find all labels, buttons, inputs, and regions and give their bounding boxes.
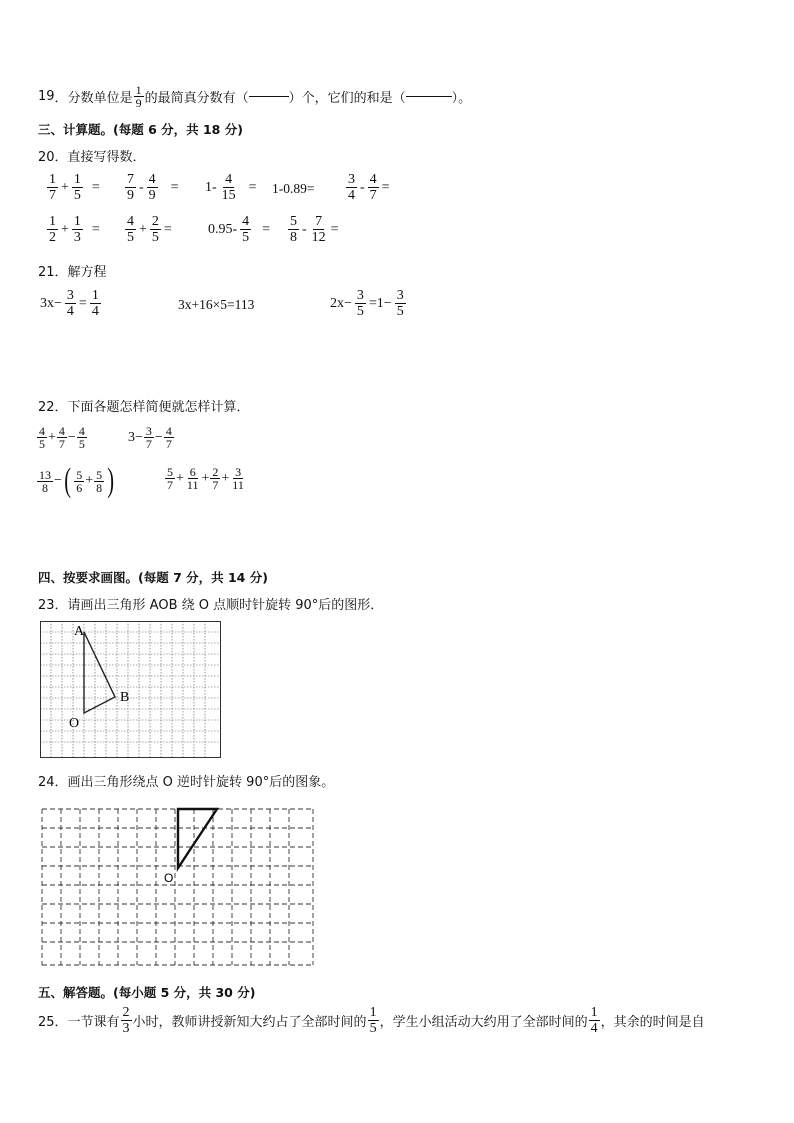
q19-text-pre: 分数单位是 (67, 91, 133, 106)
q22-a: $\frac{4}{5}$ + $\frac{4}{7}$ − $\frac{4}{5}$ (39, 424, 85, 451)
section-5-title: 五、解答题。(每小题 5 分，共 30 分) (38, 985, 256, 1000)
q23-label-b: B (120, 690, 130, 705)
q20-r1-d: 1-0.89= (272, 181, 315, 196)
q20-r1-b: $\frac{7}{9}$ - $\frac{4}{9}$ = (127, 172, 179, 203)
q21-equation-3: 2x− $\frac{3}{5}$ =1− $\frac{3}{5}$ (330, 288, 404, 319)
q22-label: 22．下面各题怎样简便就怎样计算． (38, 400, 250, 415)
q23-label: 23．请画出三角形 AOB 绕 O 点顺时针旋转 90°后的图形． (38, 598, 384, 613)
question-19: 19 ． 分数单位是 $\frac{1}{9}$ 的最简真分数有（ ）个，它们的和是（ ）。 (38, 83, 472, 110)
q24-label-o: O (164, 871, 174, 885)
q20-r1-e: $\frac{3}{4}$ - $\frac{4}{7}$ = (348, 172, 390, 203)
q23-grid-figure[interactable] (40, 621, 222, 759)
q20-r2-a: $\frac{1}{2}$ + $\frac{1}{3}$ = (49, 214, 100, 245)
q24-grid-figure[interactable] (41, 807, 317, 967)
q21-equation-1: 3x− $\frac{3}{4}$ = $\frac{1}{4}$ (40, 288, 99, 319)
q23-triangle-aob (84, 632, 115, 713)
q24-triangle (178, 809, 217, 868)
q20-label: 20．直接写得数． (38, 150, 146, 165)
q19-text-mid: 的最简真分数有（ (144, 91, 249, 106)
section-3-title: 三、计算题。(每题 6 分，共 18 分) (38, 122, 243, 137)
q20-r2-d: $\frac{5}{8}$ - $\frac{7}{12}$ = (290, 214, 339, 245)
q19-fraction-unit: $\frac{1}{9}$ (135, 83, 142, 110)
q22-d: $\frac{5}{7}$ + $\frac{6}{11}$ + $\frac{2}{7}$ + $\frac{3}{11}$ (167, 465, 244, 492)
q19-blank-1[interactable] (249, 96, 289, 97)
q19-text-end: ）。 (451, 91, 472, 106)
q22-b: 3− $\frac{3}{7}$ − $\frac{4}{7}$ (128, 424, 172, 451)
q20-r2-b: $\frac{4}{5}$ + $\frac{2}{5}$ = (127, 214, 172, 245)
q23-label-o: O (69, 716, 80, 731)
q19-blank-2[interactable] (406, 96, 452, 97)
section-4-title: 四、按要求画图。(每题 7 分，共 14 分) (38, 570, 268, 585)
q21-label: 21．解方程 (38, 265, 107, 280)
q19-number: 19 (38, 89, 55, 104)
q22-c: $\frac{13}{8}$ − ( $\frac{5}{6}$ + $\frac{5}{8}$ ) (39, 462, 115, 499)
q19-text-mid2: ）个，它们的和是（ (288, 91, 406, 106)
q20-r2-c: 0.95- $\frac{4}{5}$ = (208, 214, 271, 245)
q23-label-a: A (74, 624, 85, 639)
q21-equation-2: 3x+16×5=113 (178, 297, 255, 312)
q20-r1-a: $\frac{1}{7}$ + $\frac{1}{5}$ = (49, 172, 100, 203)
question-25: 25．一节课有 $\frac{2}{3}$ 小时，教师讲授新知大约占了全部时间的 $\frac{1}{5}$ ，学生小组活动大约用了全部时间的 $\frac{1}{4}$ ，其余的时间是自 (38, 1005, 705, 1036)
q24-label: 24．画出三角形绕点 O 逆时针旋转 90°后的图象。 (38, 775, 335, 790)
q20-r1-c: 1- $\frac{4}{15}$ = (205, 172, 257, 203)
